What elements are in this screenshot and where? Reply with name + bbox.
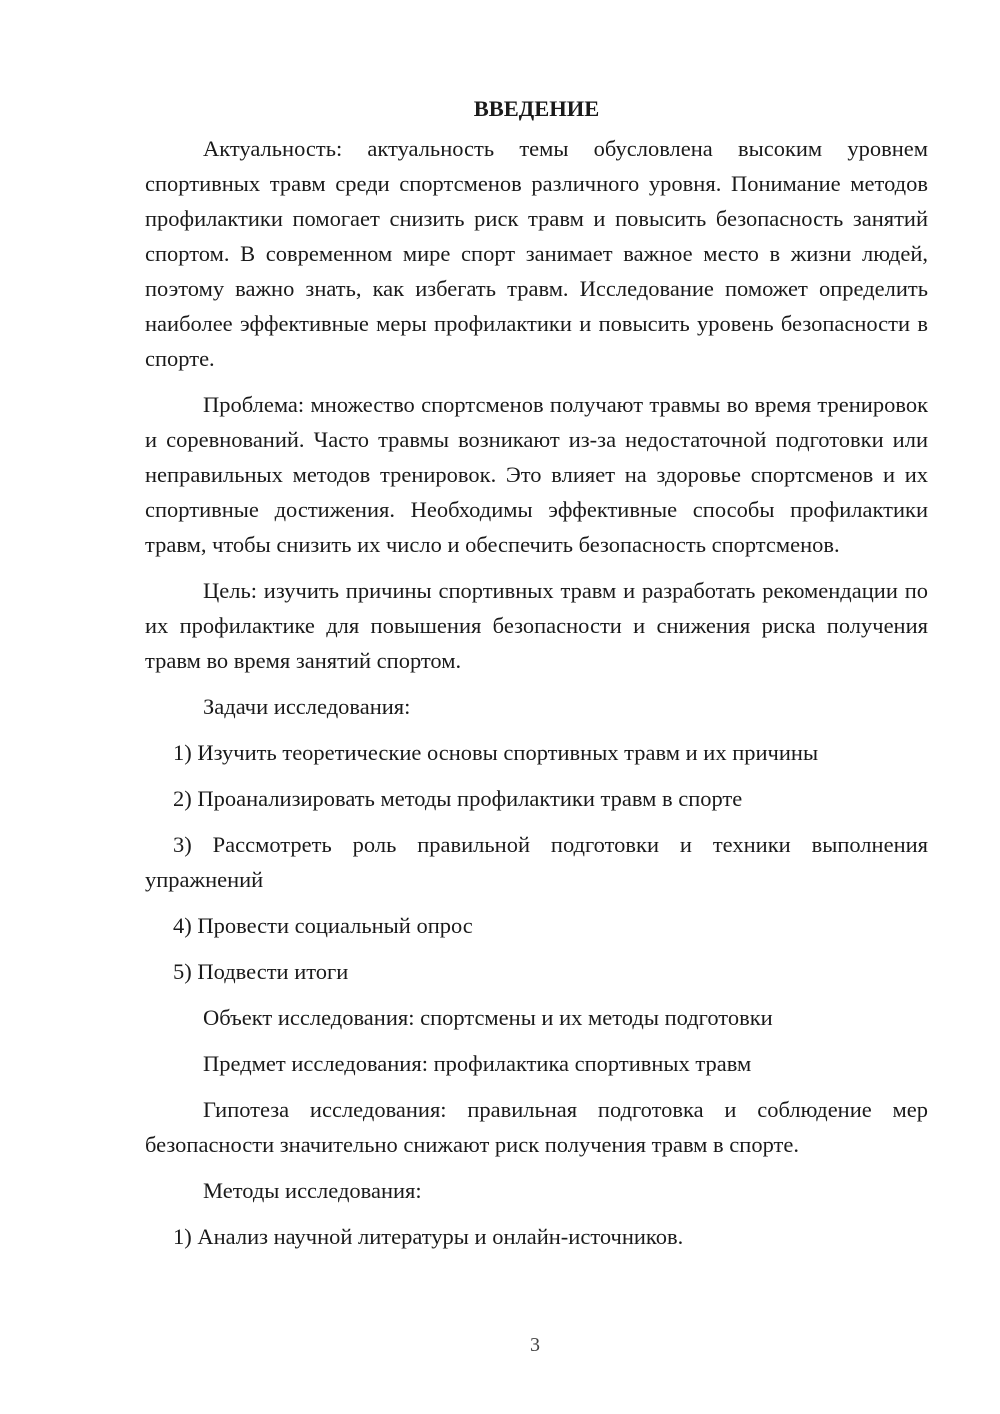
task-item-2: 2) Проанализировать методы профилактики травм в спорте — [173, 786, 743, 811]
paragraph-object: Объект исследования: спортсмены и их методы подготовки — [203, 1005, 773, 1030]
paragraph-problem: Проблема: множество спортсменов получают травмы во время тренировок и соревнований. Часто травмы возникают из-за недостаточной подготовки или неправильных методов тренировок. Это влияет на здоровье спортсменов и их спортивные достижения. Необходимы эффективные способы профилактики травм, чтобы снизить их число и обеспечить безопасность спортсменов. — [145, 392, 928, 557]
task-item-3: 3) Рассмотреть роль правильной подготовки и техники выполнения упражнений — [145, 832, 928, 892]
task-item-4: 4) Провести социальный опрос — [173, 913, 473, 938]
section-title: ВВЕДЕНИЕ — [473, 96, 600, 121]
paragraph-relevance: Актуальность: актуальность темы обусловлена высоким уровнем спортивных травм среди спортсменов различного уровня. Понимание методов профилактики помогает снизить риск травм и повысить безопасность занятий спортом. В современном мире спорт занимает важное место в жизни людей, поэтому важно знать, как избегать травм. Исследование поможет определить наиболее эффективные меры профилактики и повысить уровень безопасности в спорте. — [145, 136, 928, 371]
page-number: 3 — [530, 1334, 540, 1356]
task-item-1: 1) Изучить теоретические основы спортивных травм и их причины — [173, 740, 819, 765]
paragraph-goal: Цель: изучить причины спортивных травм и разработать рекомендации по их профилактике для повышения безопасности и снижения риска получения травм во время занятий спортом. — [145, 578, 928, 673]
tasks-heading: Задачи исследования: — [203, 694, 411, 719]
paragraph-subject: Предмет исследования: профилактика спортивных травм — [203, 1051, 752, 1076]
task-item-5: 5) Подвести итоги — [173, 959, 349, 984]
paragraph-hypothesis: Гипотеза исследования: правильная подготовка и соблюдение мер безопасности значительно снижают риск получения травм в спорте. — [145, 1097, 928, 1157]
method-item-1: 1) Анализ научной литературы и онлайн-источников. — [173, 1224, 684, 1249]
page-content — [145, 91, 928, 1265]
methods-heading: Методы исследования: — [203, 1178, 422, 1203]
